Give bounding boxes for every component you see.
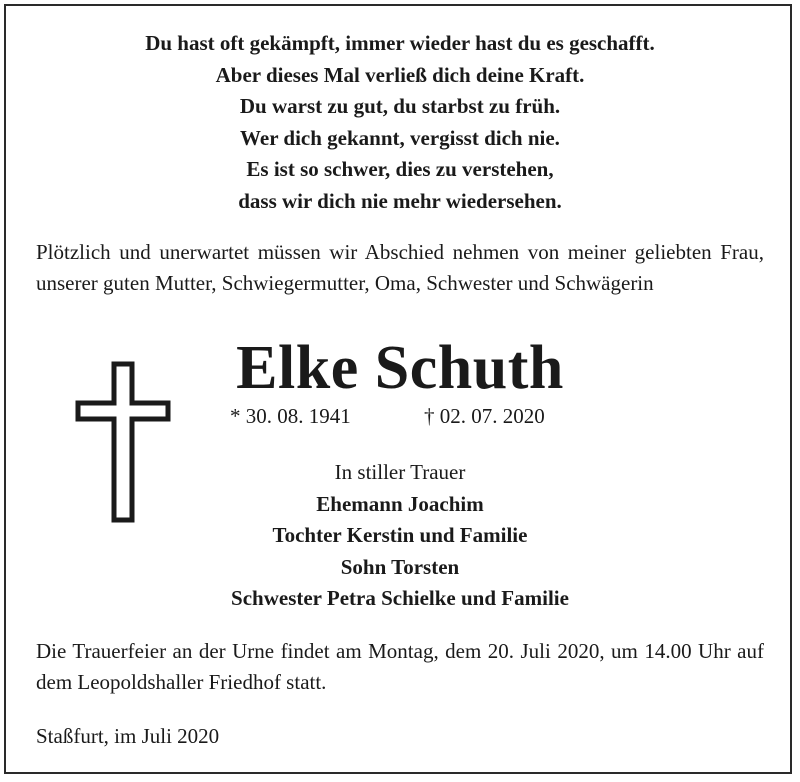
mourner-name: Sohn Torsten	[340, 554, 460, 579]
poem-line: Aber dieses Mal verließ dich deine Kraft.	[215, 62, 585, 87]
poem-line: Es ist so schwer, dies zu verstehen,	[246, 157, 554, 182]
service-info: Die Trauerfeier an der Urne findet am Montag, dem 20. Juli 2020, um 14.00 Uhr auf dem Leopoldshaller Friedhof statt.	[36, 639, 764, 694]
death-date: † 02. 07. 2020	[424, 404, 545, 428]
mourners	[0, 457, 800, 615]
poem-line: Wer dich gekannt, vergisst dich nie.	[240, 125, 560, 150]
poem	[0, 28, 800, 218]
intro-text: Plötzlich und unerwartet müssen wir Abschied nehmen von meiner geliebten Frau, unserer guten Mutter, Schwiegermutter, Oma, Schwester und Schwägerin	[36, 240, 764, 295]
deceased-name: Elke Schuth	[236, 334, 564, 402]
place-date: Staßfurt, im Juli 2020	[36, 724, 220, 748]
mourner-name: Schwester Petra Schielke und Familie	[231, 586, 569, 610]
mourner-name: Ehemann Joachim	[316, 491, 484, 516]
poem-line: dass wir dich nie mehr wiedersehen.	[238, 188, 562, 213]
mourners-heading: In stiller Trauer	[334, 460, 466, 484]
poem-line: Du hast oft gekämpft, immer wieder hast du es geschafft.	[145, 31, 655, 55]
poem-line: Du warst zu gut, du starbst zu früh.	[239, 94, 561, 119]
mourner-name: Tochter Kerstin und Familie	[272, 523, 528, 547]
birth-date: * 30. 08. 1941	[230, 404, 351, 428]
